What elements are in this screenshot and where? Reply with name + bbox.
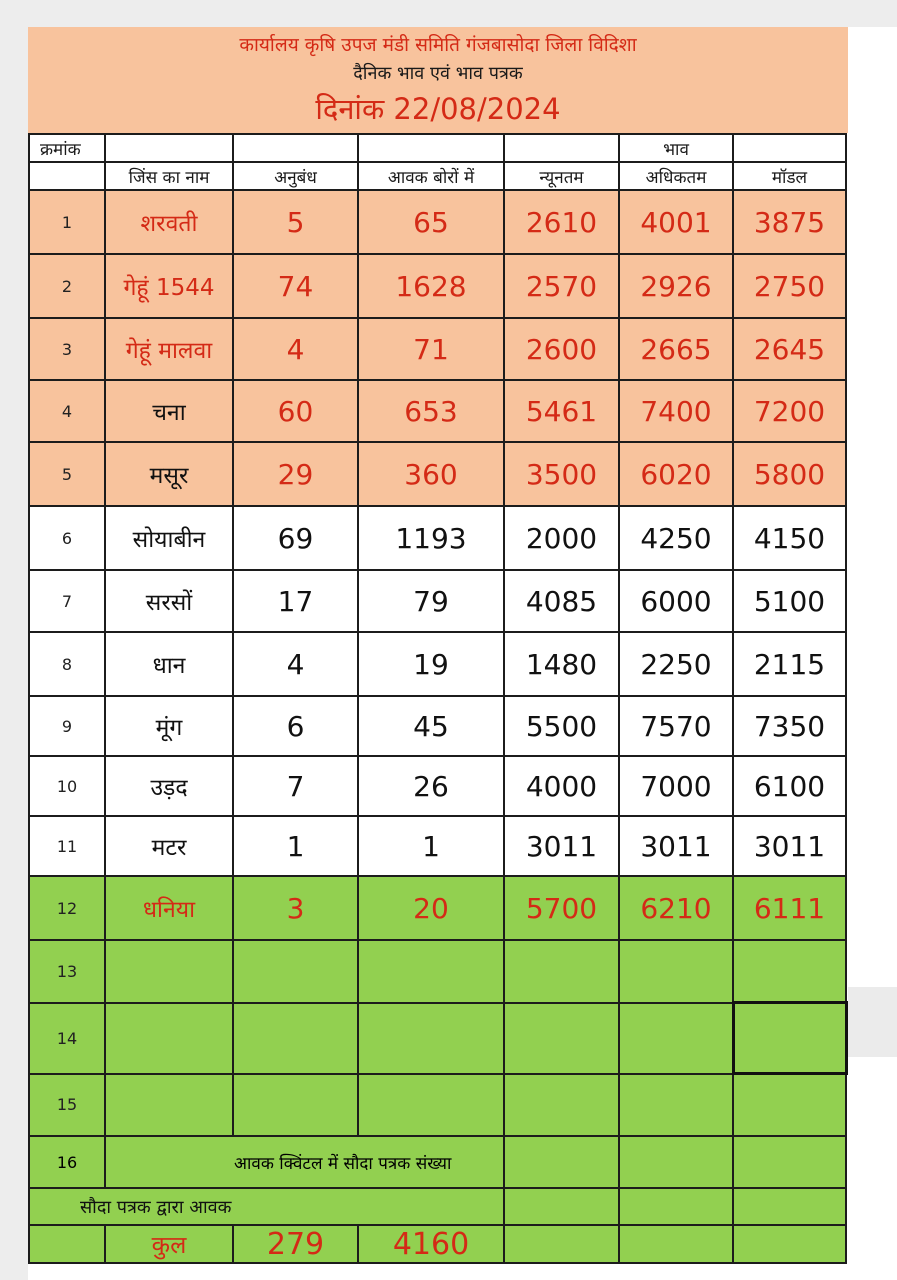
total-contracts: 279 <box>233 1225 358 1263</box>
max-cell: 6210 <box>619 876 733 940</box>
modal-header: मॉडल <box>733 162 846 190</box>
table-row <box>29 756 846 816</box>
empty-cell <box>105 1074 233 1137</box>
contracts-cell: 5 <box>233 190 358 254</box>
contracts-cell: 69 <box>233 506 358 570</box>
empty-cell <box>619 1003 733 1074</box>
empty-row <box>29 1003 846 1074</box>
arrival-header: आवक बोरों में <box>358 162 504 190</box>
min-cell: 2570 <box>504 254 619 318</box>
contracts-cell: 1 <box>233 816 358 876</box>
bags-cell: 65 <box>358 190 504 254</box>
total-row <box>29 1225 846 1263</box>
empty-row <box>29 1074 846 1137</box>
empty-cell <box>504 1188 619 1225</box>
empty-cell <box>105 940 233 1003</box>
empty-cell <box>619 1136 733 1188</box>
header-row-1 <box>29 134 846 162</box>
sheet-date: दिनांक 22/08/2024 <box>315 92 561 126</box>
contracts-cell: 74 <box>233 254 358 318</box>
min-cell: 4085 <box>504 570 619 632</box>
empty-cell <box>733 940 846 1003</box>
max-cell: 2250 <box>619 632 733 696</box>
min-cell: 1480 <box>504 632 619 696</box>
max-cell: 2665 <box>619 318 733 380</box>
empty-cell <box>619 1225 733 1263</box>
empty-cell <box>504 1225 619 1263</box>
max-header: अधिकतम <box>619 162 733 190</box>
min-cell: 5700 <box>504 876 619 940</box>
min-cell: 2610 <box>504 190 619 254</box>
sheet-subtitle: दैनिक भाव एवं भाव पत्रक <box>353 63 523 84</box>
max-cell: 6020 <box>619 442 733 506</box>
max-cell: 7400 <box>619 380 733 442</box>
serial-cell: 11 <box>29 816 105 876</box>
min-cell: 5500 <box>504 696 619 756</box>
sauda-label: सौदा पत्रक द्वारा आवक <box>29 1188 504 1225</box>
background-strip <box>848 27 897 1280</box>
bags-cell: 653 <box>358 380 504 442</box>
empty-cell <box>733 1136 846 1188</box>
empty-cell <box>504 1136 619 1188</box>
empty-cell <box>233 1003 358 1074</box>
office-title: कार्यालय कृषि उपज मंडी समिति गंजबासोदा जिला विदिशा <box>239 34 637 56</box>
empty-cell <box>233 1074 358 1137</box>
bags-cell: 1628 <box>358 254 504 318</box>
bags-cell: 26 <box>358 756 504 816</box>
empty-cell <box>358 940 504 1003</box>
table-row <box>29 816 846 876</box>
modal-cell: 5800 <box>733 442 846 506</box>
serial-cell: 9 <box>29 696 105 756</box>
serial-cell: 6 <box>29 506 105 570</box>
modal-cell: 6100 <box>733 756 846 816</box>
empty-row <box>29 940 846 1003</box>
min-cell: 2600 <box>504 318 619 380</box>
bhav-header: भाव <box>619 134 733 162</box>
contracts-cell: 17 <box>233 570 358 632</box>
empty-cell <box>29 1225 105 1263</box>
table-row <box>29 506 846 570</box>
empty-cell <box>105 1003 233 1074</box>
table-row <box>29 190 846 254</box>
serial-cell: 10 <box>29 756 105 816</box>
max-cell: 6000 <box>619 570 733 632</box>
sauda-row <box>29 1188 846 1225</box>
crop-name-cell: धान <box>105 632 233 696</box>
table-row <box>29 696 846 756</box>
crop-name-cell: मसूर <box>105 442 233 506</box>
crop-name-cell: गेहूं मालवा <box>105 318 233 380</box>
empty-cell <box>619 1188 733 1225</box>
empty-cell <box>504 940 619 1003</box>
sheet-header <box>28 27 848 133</box>
modal-cell: 7350 <box>733 696 846 756</box>
empty-cell <box>504 1074 619 1137</box>
min-cell: 5461 <box>504 380 619 442</box>
max-cell: 7000 <box>619 756 733 816</box>
contracts-cell: 29 <box>233 442 358 506</box>
crop-name-cell: धनिया <box>105 876 233 940</box>
header-row-2 <box>29 162 846 190</box>
empty-cell <box>358 1003 504 1074</box>
modal-cell: 3011 <box>733 816 846 876</box>
min-cell: 3500 <box>504 442 619 506</box>
modal-cell: 2115 <box>733 632 846 696</box>
empty-cell <box>733 1003 846 1074</box>
serial-cell: 13 <box>29 940 105 1003</box>
contracts-cell: 7 <box>233 756 358 816</box>
empty-cell <box>619 1074 733 1137</box>
empty-cell <box>619 940 733 1003</box>
serial-cell: 16 <box>29 1136 105 1188</box>
bags-cell: 71 <box>358 318 504 380</box>
modal-cell: 2645 <box>733 318 846 380</box>
contracts-cell: 4 <box>233 318 358 380</box>
modal-cell: 2750 <box>733 254 846 318</box>
empty-cell <box>504 1003 619 1074</box>
note-row <box>29 1136 846 1188</box>
crop-name-cell: उड़द <box>105 756 233 816</box>
serial-cell: 14 <box>29 1003 105 1074</box>
table-row <box>29 570 846 632</box>
table-row <box>29 876 846 940</box>
max-cell: 2926 <box>619 254 733 318</box>
crop-name-cell: मूंग <box>105 696 233 756</box>
serial-cell: 3 <box>29 318 105 380</box>
contracts-cell: 60 <box>233 380 358 442</box>
table-row <box>29 380 846 442</box>
empty-cell <box>733 1225 846 1263</box>
serial-cell: 4 <box>29 380 105 442</box>
rates-table <box>28 133 848 1264</box>
table-row <box>29 318 846 380</box>
bags-cell: 19 <box>358 632 504 696</box>
bags-cell: 20 <box>358 876 504 940</box>
total-bags: 4160 <box>358 1225 504 1263</box>
empty-cell <box>733 1188 846 1225</box>
min-header: न्यूनतम <box>504 162 619 190</box>
bags-cell: 360 <box>358 442 504 506</box>
empty-cell <box>358 1074 504 1137</box>
bags-cell: 1193 <box>358 506 504 570</box>
serial-cell: 12 <box>29 876 105 940</box>
total-label: कुल <box>105 1225 233 1263</box>
table-row <box>29 254 846 318</box>
crop-name-cell: चना <box>105 380 233 442</box>
min-cell: 3011 <box>504 816 619 876</box>
table-row <box>29 632 846 696</box>
max-cell: 4250 <box>619 506 733 570</box>
bags-cell: 79 <box>358 570 504 632</box>
min-cell: 4000 <box>504 756 619 816</box>
contracts-header: अनुबंध <box>233 162 358 190</box>
serial-header: क्रमांक <box>29 134 105 162</box>
modal-cell: 4150 <box>733 506 846 570</box>
empty-cell <box>233 940 358 1003</box>
empty-cell <box>733 1074 846 1137</box>
crop-name-cell: मटर <box>105 816 233 876</box>
modal-cell: 3875 <box>733 190 846 254</box>
serial-cell: 2 <box>29 254 105 318</box>
serial-cell: 1 <box>29 190 105 254</box>
name-header: जिंस का नाम <box>105 162 233 190</box>
note-cell <box>105 1136 504 1188</box>
min-cell: 2000 <box>504 506 619 570</box>
serial-cell: 7 <box>29 570 105 632</box>
modal-cell: 5100 <box>733 570 846 632</box>
contracts-cell: 4 <box>233 632 358 696</box>
max-cell: 3011 <box>619 816 733 876</box>
modal-cell: 7200 <box>733 380 846 442</box>
serial-cell: 15 <box>29 1074 105 1137</box>
note-text: आवक क्विंटल में सौदा पत्रक संख्या <box>234 1154 452 1174</box>
table-row <box>29 442 846 506</box>
crop-name-cell: सोयाबीन <box>105 506 233 570</box>
serial-cell: 5 <box>29 442 105 506</box>
bags-cell: 45 <box>358 696 504 756</box>
max-cell: 7570 <box>619 696 733 756</box>
max-cell: 4001 <box>619 190 733 254</box>
crop-name-cell: गेहूं 1544 <box>105 254 233 318</box>
serial-cell: 8 <box>29 632 105 696</box>
crop-name-cell: सरसों <box>105 570 233 632</box>
crop-name-cell: शरवती <box>105 190 233 254</box>
rate-sheet <box>28 27 848 1280</box>
bags-cell: 1 <box>358 816 504 876</box>
modal-cell: 6111 <box>733 876 846 940</box>
contracts-cell: 3 <box>233 876 358 940</box>
contracts-cell: 6 <box>233 696 358 756</box>
